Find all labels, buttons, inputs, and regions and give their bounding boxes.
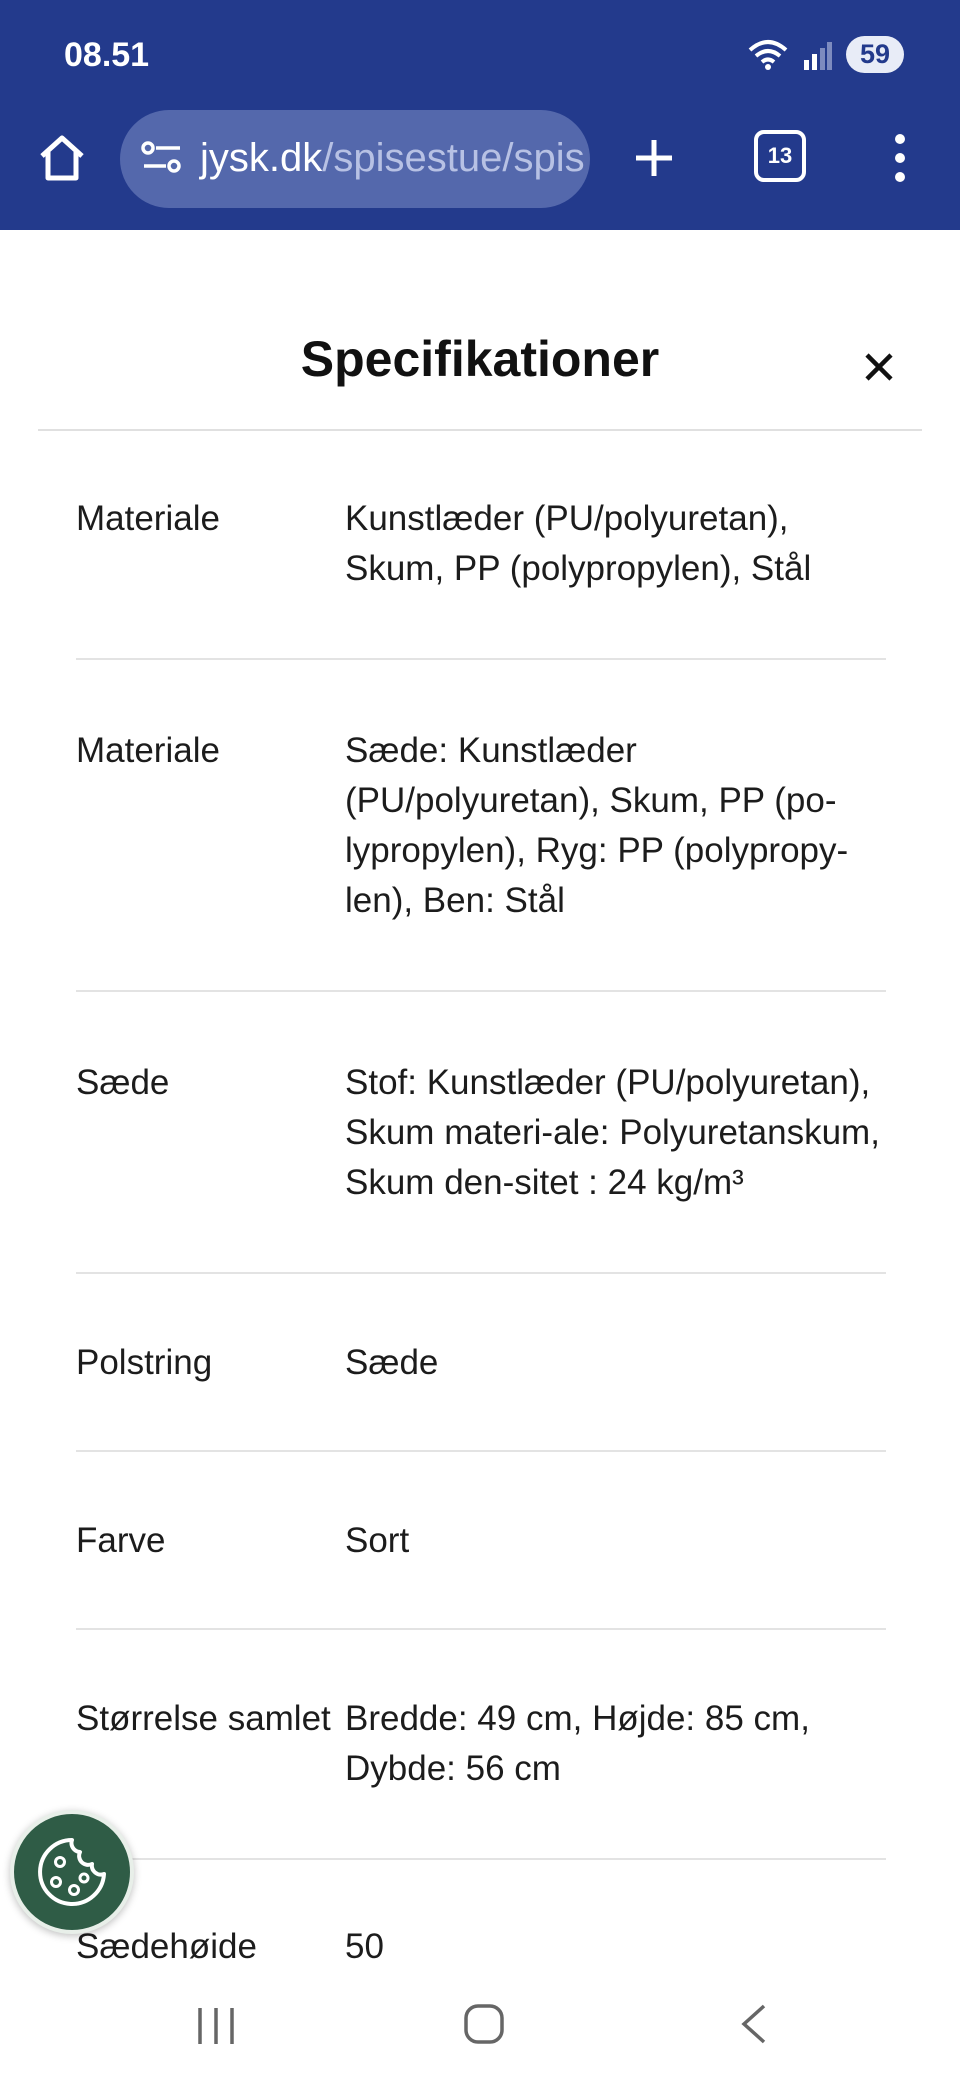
spec-list	[76, 430, 886, 1972]
system-nav-bar	[0, 1980, 960, 2080]
spec-row	[76, 430, 886, 660]
tab-switcher-button[interactable]: 13	[754, 130, 806, 182]
plus-icon	[632, 136, 676, 180]
battery-badge: 59	[846, 36, 904, 73]
url-host: jysk.dk	[200, 136, 323, 180]
spec-label: Polstring	[76, 1343, 213, 1382]
wifi-icon	[746, 38, 790, 72]
signal-icon	[804, 40, 832, 70]
url-text[interactable]	[200, 136, 585, 181]
nav-home-icon[interactable]	[462, 2000, 506, 2048]
back-icon[interactable]	[736, 2000, 772, 2048]
spec-label: Sædehøide	[76, 1927, 257, 1966]
spec-label: Materiale	[76, 499, 220, 538]
menu-dot-icon	[895, 172, 905, 182]
spec-row	[76, 992, 886, 1274]
more-menu-button[interactable]	[878, 126, 922, 190]
spec-value: Sæde	[345, 1343, 439, 1382]
cookie-settings-button[interactable]	[10, 1810, 134, 1934]
spec-value: 50	[345, 1927, 384, 1966]
new-tab-button[interactable]	[622, 126, 686, 190]
panel-header	[0, 230, 960, 430]
close-button[interactable]	[854, 342, 904, 392]
spec-row	[76, 1274, 886, 1452]
menu-dot-icon	[895, 153, 905, 163]
spec-label: Farve	[76, 1521, 166, 1560]
spec-value: Sæde: Kunstlæder (PU/polyuretan), Skum, PP (po-lypropylen), Ryg: PP (polypropy-len), Ben: Stål	[345, 731, 849, 920]
recents-icon[interactable]	[196, 2004, 236, 2048]
spec-row	[76, 1630, 886, 1860]
spec-row	[76, 1860, 886, 1972]
home-button[interactable]	[30, 126, 94, 190]
url-path: /spisestue/spis	[322, 136, 585, 180]
spec-label: Størrelse samlet	[76, 1699, 331, 1738]
spec-value: Sort	[345, 1521, 410, 1560]
close-icon	[864, 352, 894, 382]
spec-value: Stof: Kunstlæder (PU/polyuretan), Skum materi-ale: Polyuretanskum, Skum den-sitet : 24 kg/m³	[345, 1063, 880, 1202]
home-icon	[36, 132, 88, 184]
panel-title: Specifikationer	[300, 331, 660, 387]
browser-toolbar	[0, 108, 960, 208]
spec-row	[76, 1452, 886, 1630]
spec-row	[76, 660, 886, 992]
spec-label: Sæde	[76, 1063, 170, 1102]
spec-value: Kunstlæder (PU/polyuretan), Skum, PP (polypropylen), Stål	[345, 499, 812, 588]
spec-label: Materiale	[76, 731, 220, 770]
browser-chrome	[0, 0, 960, 230]
spec-value: Bredde: 49 cm, Højde: 85 cm, Dybde: 56 cm	[345, 1699, 810, 1788]
site-settings-icon[interactable]	[140, 138, 184, 178]
status-icons	[746, 36, 904, 73]
menu-dot-icon	[895, 134, 905, 144]
status-time: 08.51	[64, 36, 150, 74]
url-bar[interactable]	[120, 110, 590, 208]
cookie-icon	[34, 1834, 110, 1910]
